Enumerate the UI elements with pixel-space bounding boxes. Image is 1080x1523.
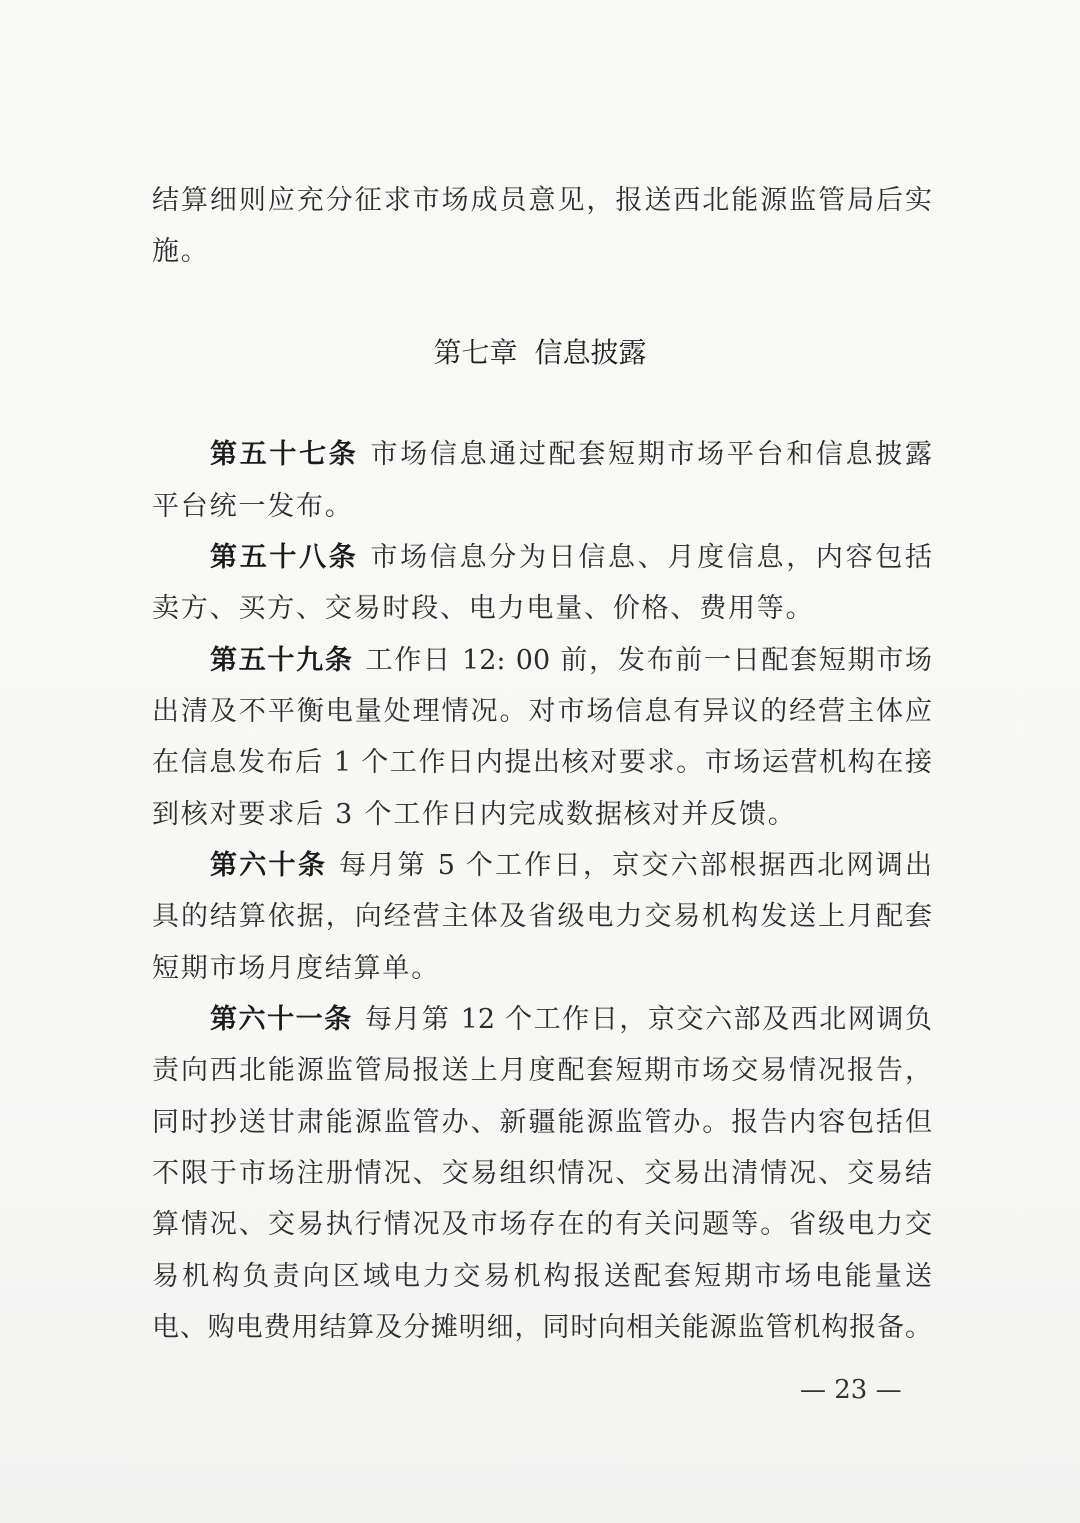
article-61-line-5: 算情况、交易执行情况及市场存在的有关问题等。省级电力交	[152, 1209, 932, 1241]
articles-section	[152, 429, 932, 1353]
article-59-line-3: 在信息发布后 1 个工作日内提出核对要求。市场运营机构在接	[152, 747, 932, 779]
article-60-line-3: 短期市场月度结算单。	[152, 952, 440, 984]
article-61-text: 每月第 12 个工作日，京交六部及西北网调负	[364, 1004, 932, 1036]
article-57-line-1	[152, 429, 932, 480]
chapter-heading: 第七章 信息披露	[433, 336, 647, 369]
continued-line-2: 施。	[152, 235, 210, 267]
continued-paragraph	[152, 175, 932, 278]
article-61-line-2: 责向西北能源监管局报送上月度配套短期市场交易情况报告，	[152, 1055, 932, 1087]
article-61-line-4: 不限于市场注册情况、交易组织情况、交易出清情况、交易结	[152, 1158, 932, 1190]
article-61-line-1	[152, 994, 932, 1045]
article-59-text: 工作日 12: 00 前，发布前一日配套短期市场	[365, 644, 932, 676]
article-57-label: 第五十七条	[210, 439, 359, 471]
article-58-line-1	[152, 532, 932, 583]
article-60-label: 第六十条	[210, 850, 328, 882]
article-61-line-7: 电、购电费用结算及分摊明细，同时向相关能源监管机构报备。	[152, 1312, 932, 1344]
article-57-line-2: 平台统一发布。	[152, 490, 354, 522]
article-60-text: 每月第 5 个工作日，京交六部根据西北网调出	[339, 850, 932, 882]
continued-line-1: 结算细则应充分征求市场成员意见，报送西北能源监管局后实	[152, 184, 932, 216]
article-60-line-1	[152, 840, 932, 891]
article-59-line-2: 出清及不平衡电量处理情况。对市场信息有异议的经营主体应	[152, 696, 932, 728]
article-57-text: 市场信息通过配套短期市场平台和信息披露	[370, 439, 933, 471]
article-59-line-1	[152, 635, 932, 686]
article-59-label: 第五十九条	[210, 644, 354, 676]
article-58-text: 市场信息分为日信息、月度信息，内容包括	[370, 541, 933, 573]
page-number: — 23 —	[800, 1375, 902, 1405]
article-61-line-3: 同时抄送甘肃能源监管办、新疆能源监管办。报告内容包括但	[152, 1106, 932, 1138]
article-61-label: 第六十一条	[210, 1004, 353, 1036]
article-58-line-2: 卖方、买方、交易时段、电力电量、价格、费用等。	[152, 593, 815, 625]
article-61-line-6: 易机构负责向区域电力交易机构报送配套短期市场电能量送	[152, 1260, 932, 1292]
article-60-line-2: 具的结算依据，向经营主体及省级电力交易机构发送上月配套	[152, 901, 932, 933]
article-59-line-4: 到核对要求后 3 个工作日内完成数据核对并反馈。	[152, 798, 797, 830]
article-58-label: 第五十八条	[210, 541, 359, 573]
